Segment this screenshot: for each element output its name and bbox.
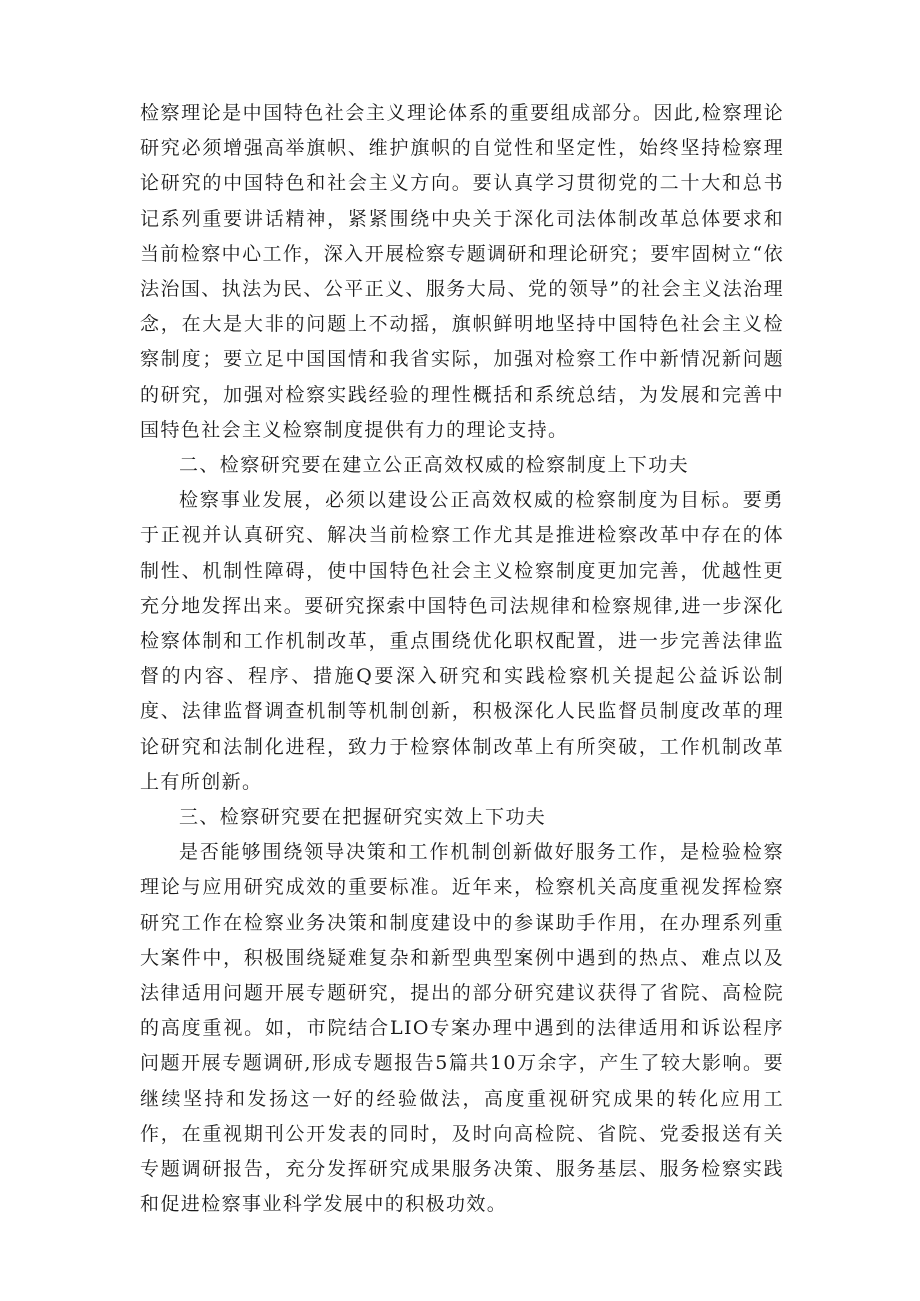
body-paragraph: 是否能够围绕领导决策和工作机制创新做好服务工作，是检验检察理论与应用研究成效的重要标准。近年来，检察机关高度重视发挥检察研究工作在检察业务决策和制度建设中的参谋助手作用，在办理系列重大案件中，积极围绕疑难复杂和新型典型案例中遇到的热点、难点以及法律适用问题开展专题研究，提出的部分研究建议获得了省院、高检院的高度重视。如，市院结合LIO专案办理中遇到的法律适用和诉讼程序问题开展专题调研,形成专题报告5篇共10万余字，产生了较大影响。要继续坚持和发扬这一好的经验做法，高度重视研究成果的转化应用工作，在重视期刊公开发表的同时，及时向高检院、省院、党委报送有关专题调研报告，充分发挥研究成果服务决策、服务基层、服务检察实践和促进检察事业科学发展中的积极功效。 bbox=[140, 841, 784, 1216]
body-paragraph: 检察事业发展，必须以建设公正高效权威的检察制度为目标。要勇于正视并认真研究、解决当前检察工作尤其是推进检察改革中存在的体制性、机制性障碍，使中国特色社会主义检察制度更加完善，优越性更充分地发挥出来。要研究探索中国特色司法规律和检察规律,进一步深化检察体制和工作机制改革，重点围绕优化职权配置，进一步完善法律监督的内容、程序、措施Q要深入研究和实践检察机关提起公益诉讼制度、法律监督调查机制等机制创新，积极深化人民监督员制度改革的理论研究和法制化进程，致力于检察体制改革上有所突破，工作机制改革上有所创新。 bbox=[140, 489, 784, 793]
body-paragraph: 检察理论是中国特色社会主义理论体系的重要组成部分。因此,检察理论研究必须增强高举旗帜、维护旗帜的自觉性和坚定性，始终坚持检察理论研究的中国特色和社会主义方向。要认真学习贯彻党的二十大和总书记系列重要讲话精神，紧紧围绕中央关于深化司法体制改革总体要求和当前检察中心工作，深入开展检察专题调研和理论研究；要牢固树立“依法治国、执法为民、公平正义、服务大局、党的领导”的社会主义法治理念，在大是大非的问题上不动摇，旗帜鲜明地坚持中国特色社会主义检察制度；要立足中国国情和我省实际，加强对检察工作中新情况新问题的研究，加强对检察实践经验的理性概括和系统总结，为发展和完善中国特色社会主义检察制度提供有力的理论支持。 bbox=[140, 102, 784, 441]
section-heading: 三、检察研究要在把握研究实效上下功夫 bbox=[179, 806, 547, 829]
document-page bbox=[140, 96, 784, 1223]
section-heading: 二、检察研究要在建立公正高效权威的检察制度上下功夫 bbox=[179, 454, 690, 477]
